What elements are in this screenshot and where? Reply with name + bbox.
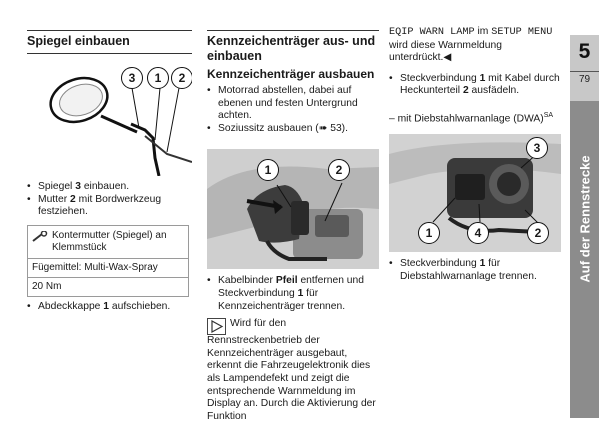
callout-3: 3 (526, 137, 548, 159)
callout-4: 4 (467, 222, 489, 244)
spec-torque: 20 Nm (28, 277, 189, 296)
plate-section-title: Kennzeichenträger aus- und einbauen (207, 34, 376, 63)
plate-steps-list (207, 85, 379, 135)
note-mid: im (477, 26, 489, 37)
note-text-part1: Wird für den Rennstreckenbetrieb der Kennzeichenträger ausgebaut, erkennt die Fahrzeugelektronik dies als Lampendefekt und zeigt die entsprechende Warnmeldung im Display an. Durch die Aktivierung der Funktion (207, 318, 376, 422)
plate-connector-drawing (207, 149, 379, 269)
column-mirror (27, 0, 192, 313)
column-plate (207, 0, 379, 423)
torque-spec-table (27, 225, 189, 297)
plate-section-header (207, 30, 379, 81)
col3-dwa-step (389, 258, 561, 283)
callout-1: 1 (257, 159, 279, 181)
note-end: wird diese Warnmeldung unterdrückt.◀ (389, 39, 502, 64)
table-row (28, 225, 189, 258)
chapter-side-tab (570, 35, 599, 418)
list-item: • Spiegel 3 einbauen. (27, 181, 130, 192)
mirror-final-step (27, 301, 192, 314)
note-code-line (389, 26, 561, 65)
callout-2: 2 (527, 222, 549, 244)
plate-cable-step (207, 275, 379, 313)
list-item: • Abdeckkappe 1 aufschieben. (27, 300, 171, 312)
col3-plug-step (389, 73, 561, 98)
table-row (28, 258, 189, 277)
spec-location: Kontermutter (Spiegel) an Klemmstück (52, 229, 167, 253)
play-triangle-icon (207, 318, 226, 335)
note-code-1: EQIP WARN LAMP (389, 27, 475, 38)
mirror-steps-list (27, 181, 192, 219)
lamp-defect-note (207, 318, 379, 423)
callout-3: 3 (121, 67, 143, 89)
chapter-label: Auf der Rennstrecke (577, 155, 592, 283)
callout-2: 2 (328, 159, 350, 181)
dwa-option: – mit Diebstahlwarnanlage (DWA)$^{SA}$ (389, 111, 554, 125)
mirror-illustration (27, 58, 192, 176)
callout-2: 2 (171, 67, 192, 89)
list-item: • Steckverbindung 1 mit Kabel durch Heckunterteil 2 ausfädeln. (389, 72, 560, 97)
spec-agent: Fügemittel: Multi-Wax-Spray (28, 258, 189, 277)
mirror-section-header (27, 30, 192, 54)
mirror-section-title: Spiegel einbauen (27, 34, 130, 48)
list-item: • Mutter 2 mit Bordwerkzeug festziehen. (27, 193, 162, 218)
list-item: • Kabelbinder Pfeil entfernen und Steckverbindung 1 für Kennzeichenträger trennen. (207, 275, 364, 312)
list-item: • Soziussitz ausbauen (➠ 53). (207, 122, 348, 134)
dwa-photo (389, 134, 561, 252)
dwa-sup: SA (543, 111, 554, 119)
column-3-content (389, 26, 561, 283)
table-row (28, 277, 189, 296)
note-code-2: SETUP MENU (491, 27, 553, 38)
plate-connector-photo (207, 149, 379, 269)
chapter-number: 5 (578, 40, 591, 63)
callout-1: 1 (418, 222, 440, 244)
callout-1: 1 (147, 67, 169, 89)
page-number: 79 (570, 71, 599, 85)
list-item: • Motorrad abstellen, dabei auf ebenen und festen Untergrund achten. (207, 85, 358, 122)
wrench-icon (32, 231, 48, 243)
plate-section-subtitle: Kennzeichenträger ausbauen (207, 67, 375, 81)
list-item: • Steckverbindung 1 für Diebstahlwarnanlage trennen. (389, 257, 537, 282)
